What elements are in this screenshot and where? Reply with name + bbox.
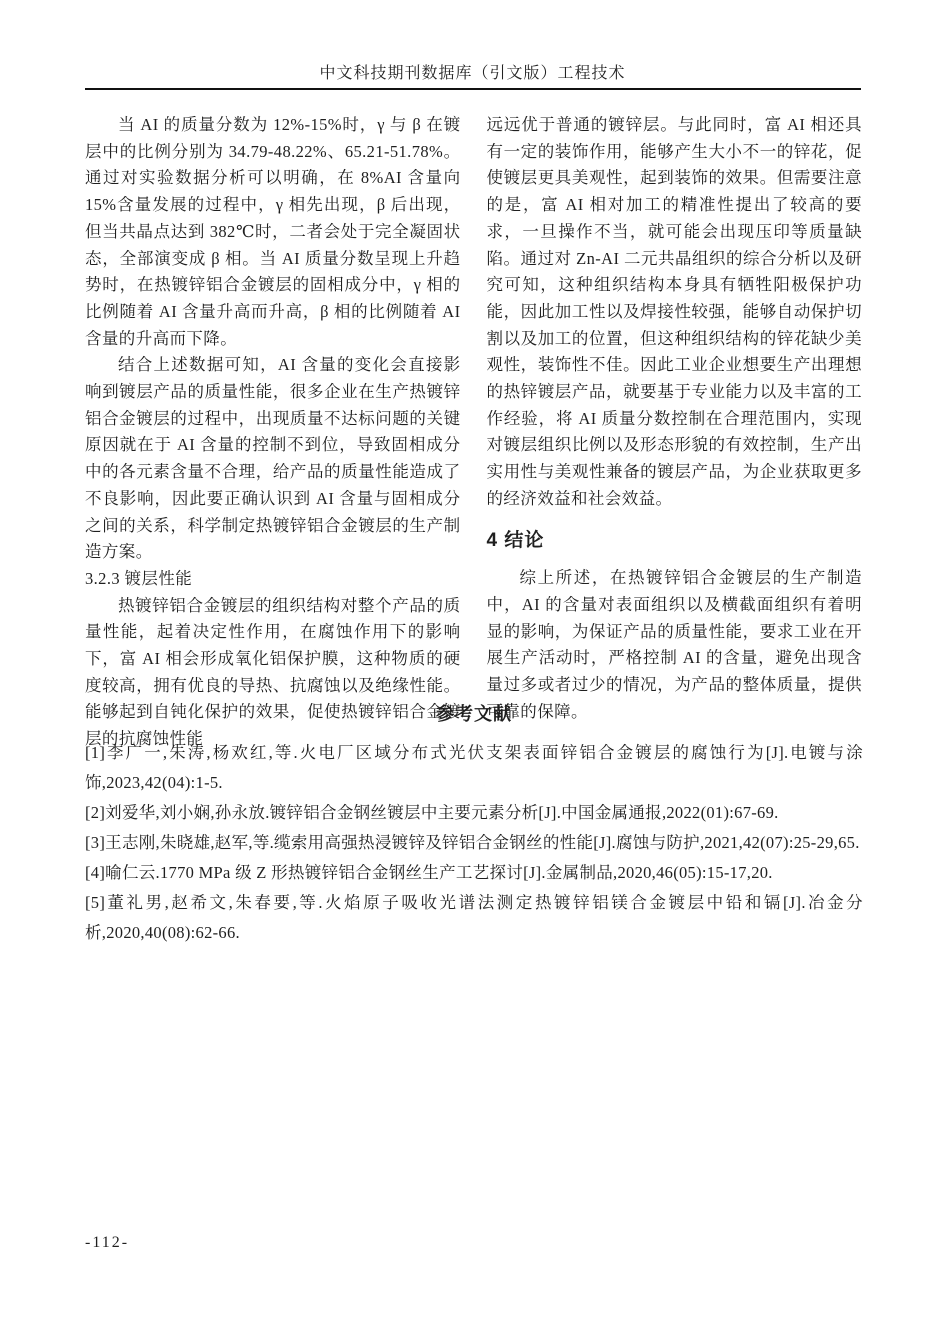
page-number: -112-: [85, 1234, 130, 1251]
reference-item-3: [3]王志刚,朱晓雄,赵军,等.缆索用高强热浸镀锌及锌铝合金钢丝的性能[J].腐蚀与防护,2021,42(07):25-29,65.: [85, 833, 860, 852]
references-heading: 参考文献: [436, 704, 512, 724]
left-paragraph-1: 当 AI 的质量分数为 12%-15%时，γ 与 β 在镀层中的比例分别为 34.79-48.22%、65.21-51.78%。通过对实验数据分析可以明确，在 8%AI 含量向 15%含量发展的过程中，γ 相先出现，β 后出现，但当共晶点达到 382℃时，二者会处于完全凝固状态，全部演变成 β 相。当 AI 质量分数呈现上升趋势时，在热镀锌铝合金镀层的固相成分中，γ 相的比例随着 AI 含量升高而升高，β 相的比例随着 AI 含量的升高而下降。: [85, 115, 461, 348]
right-column: [487, 112, 863, 753]
conclusion-paragraph: 综上所述，在热镀锌铝合金镀层的生产制造中，AI 的含量对表面组织以及横截面组织有着明显的影响，为保证产品的质量性能，要求工业在开展生产活动时，严格控制 AI 的含量，避免出现含量过多或者过少的情况，为产品的整体质量，提供可靠的保障。: [486, 568, 862, 721]
body-columns: [85, 112, 862, 753]
left-paragraph-2: 结合上述数据可知，AI 含量的变化会直接影响到镀层产品的质量性能，很多企业在生产热镀锌铝合金镀层的过程中，出现质量不达标问题的关键原因就在于 AI 含量的控制不到位，导致固相成分中的各元素含量不合理，给产品的质量性能造成了不良影响，因此要正确认识到 AI 含量与固相成分之间的关系，科学制定热镀锌铝合金镀层的生产制造方案。: [85, 355, 461, 562]
subsection-heading-323: 3.2.3 镀层性能: [85, 568, 193, 588]
reference-item-1: [1]李广一,朱涛,杨欢红,等.火电厂区域分布式光伏支架表面锌铝合金镀层的腐蚀行为[J].电镀与涂饰,2023,42(04):1-5.: [85, 743, 863, 792]
reference-item-2: [2]刘爱华,刘小娴,孙永放.镀锌铝合金钢丝镀层中主要元素分析[J].中国金属通报,2022(01):67-69.: [85, 803, 779, 822]
right-paragraph-1: 远远优于普通的镀锌层。与此同时，富 AI 相还具有一定的装饰作用，能够产生大小不一的锌花，促使镀层更具美观性，起到装饰的效果。但需要注意的是，富 AI 相对加工的精准性提出了较高的要求，一旦操作不当，就可能会出现压印等质量缺陷。通过对 Zn-AI 二元共晶组织的综合分析以及研究可知，这种组织结构本身具有牺牲阳极保护功能，因此加工性以及焊接性较强，能够自动保护切割以及加工的位置，但这种组织结构的锌花缺少美观性，装饰性不佳。因此工业企业想要生产出理想的热锌镀层产品，就要基于专业能力以及丰富的工作经验，将 AI 质量分数控制在合理范围内，实现对镀层组织比例以及形态形貌的有效控制，生产出实用性与美观性兼备的镀层产品，为企业获取更多的经济效益和社会效益。: [486, 115, 862, 508]
references-section: [85, 700, 863, 948]
header-divider-rule: [85, 88, 861, 90]
section-heading-conclusion: 4 结论: [486, 529, 545, 551]
reference-item-5: [5]董礼男,赵希文,朱春要,等.火焰原子吸收光谱法测定热镀锌铝镁合金镀层中铅和镉[J].冶金分析,2020,40(08):62-66.: [85, 893, 863, 942]
left-paragraph-3: 热镀锌铝合金镀层的组织结构对整个产品的质量性能，起着决定性作用，在腐蚀作用下的影响下，富 AI 相会形成氧化铝保护膜，这种物质的硬度较高，拥有优良的导热、抗腐蚀以及绝缘性能。能够起到自钝化保护的效果，促使热镀锌铝合金镀层的抗腐蚀性能: [85, 595, 461, 749]
left-column: [85, 112, 461, 753]
journal-header-title: 中文科技期刊数据库（引文版）工程技术: [319, 65, 626, 82]
reference-item-4: [4]喻仁云.1770 MPa 级 Z 形热镀锌铝合金钢丝生产工艺探讨[J].金属制品,2020,46(05):15-17,20.: [85, 863, 773, 882]
